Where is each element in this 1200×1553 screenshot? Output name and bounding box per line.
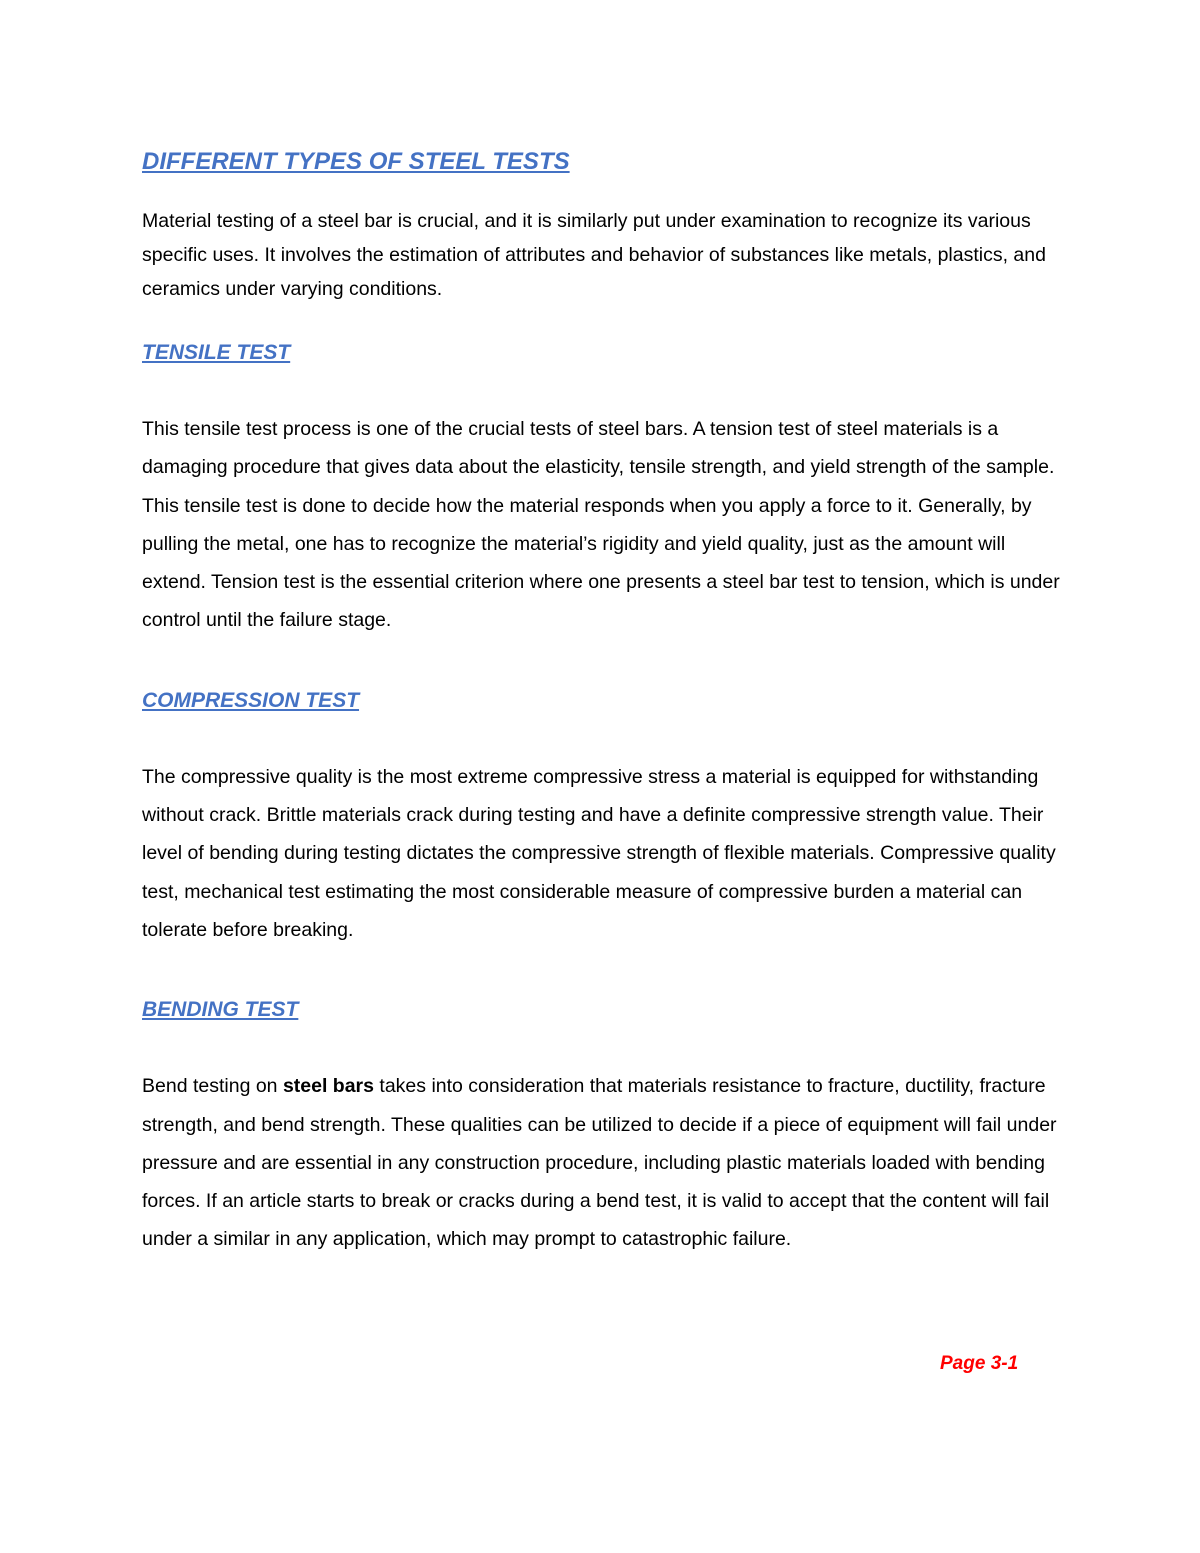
- section-body-bending: [142, 1067, 1062, 1258]
- body-text-end: takes into consideration that materials resistance to fracture, ductility, fracture strength, and bend strength. These qualities can be utilized to decide if a piece of equipment will fail under pressure and are essential in any construction procedure, including plastic materials loaded with bending forces. If an article starts to break or cracks during a bend test, it is valid to accept that the content will fail under a similar in any application, which may prompt to catastrophic failure.: [142, 1075, 1057, 1251]
- body-text-start: Bend testing on: [142, 1075, 283, 1098]
- intro-paragraph: Material testing of a steel bar is crucial, and it is similarly put under examination to recognize its various specific uses. It involves the estimation of attributes and behavior of substances like metals, plastics, and ceramics under varying conditions.: [142, 210, 1046, 300]
- section-bending-test: [142, 993, 1062, 1258]
- section-heading-bending: BENDING TEST: [142, 998, 299, 1022]
- bold-term-steel-bars: steel bars: [282, 1075, 374, 1098]
- section-compression-test: [142, 684, 1062, 949]
- section-body-compression: The compressive quality is the most extreme compressive stress a material is equipped for withstanding without crack. Brittle materials crack during testing and have a definite compressive strength value. Their level of bending during testing dictates the compressive strength of flexible materials. Compressive quality test, mechanical test estimating the most considerable measure of compressive burden a material can tolerate before breaking.: [142, 765, 1056, 941]
- section-heading-compression: COMPRESSION TEST: [142, 688, 360, 712]
- section-heading-tensile: TENSILE TEST: [142, 341, 291, 364]
- section-tensile-test: [142, 336, 1062, 640]
- section-body-tensile: This tensile test process is one of the crucial tests of steel bars. A tension test of steel materials is a damaging procedure that gives data about the elasticity, tensile strength, and yield strength of the sample. This tensile test is done to decide how the material responds when you apply a force to it. Generally, by pulling the metal, one has to recognize the material’s rigidity and yield quality, just as the amount will extend. Tension test is the essential criterion where one presents a steel bar test to tension, which is under control until the failure stage.: [142, 418, 1060, 632]
- page-number: Page 3-1: [940, 1353, 1019, 1374]
- document-title: DIFFERENT TYPES OF STEEL TESTS: [142, 148, 570, 175]
- document-content: [142, 145, 1062, 1259]
